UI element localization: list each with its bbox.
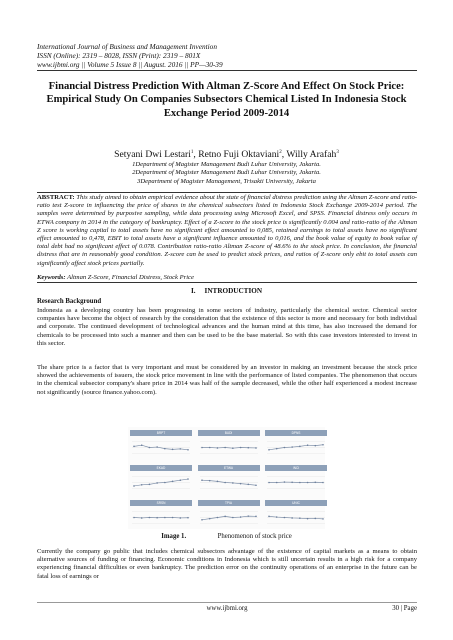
header-divider <box>37 70 417 71</box>
price-point <box>232 517 234 519</box>
price-point <box>314 445 316 447</box>
price-point <box>201 447 203 449</box>
caption-label: Image 1. <box>161 533 187 540</box>
price-point <box>247 484 249 486</box>
price-point <box>164 448 166 450</box>
stock-panel-srsn <box>130 500 192 529</box>
price-point <box>187 517 189 519</box>
abstract-label: ABSTRACT: <box>37 194 75 201</box>
price-point <box>224 516 226 518</box>
price-point <box>156 446 158 448</box>
panel-title: DPNS <box>291 431 301 435</box>
stock-panel-budi <box>198 430 260 459</box>
price-point <box>149 517 151 519</box>
price-point <box>179 479 181 481</box>
price-point <box>133 446 135 448</box>
keywords-text: Altman Z-Score, Financial Distress, Stock Price <box>67 274 194 281</box>
price-point <box>232 447 234 449</box>
price-point <box>216 447 218 449</box>
price-point <box>314 481 316 483</box>
panel-title: ETWA <box>223 466 234 470</box>
price-point <box>201 479 203 481</box>
stock-price-figure <box>128 427 325 529</box>
abstract-top-rule <box>37 192 417 193</box>
price-point <box>268 449 270 451</box>
price-point <box>133 517 135 519</box>
price-point <box>224 482 226 484</box>
price-point <box>156 517 158 519</box>
price-point <box>307 444 309 446</box>
author-1: Setyani Dwi Lestari$^1$ <box>114 149 194 160</box>
panel-title: UNIC <box>292 501 300 505</box>
price-point <box>299 517 301 519</box>
stock-panel-dpns <box>265 430 327 459</box>
price-point <box>156 482 158 484</box>
panel-line-chart <box>198 506 260 529</box>
price-point <box>133 485 135 487</box>
panel-title: BUDI <box>224 431 233 435</box>
caption-text: Phenomenon of stock price <box>217 533 292 540</box>
price-point <box>149 447 151 449</box>
price-point <box>208 518 210 520</box>
footer-url: www.ijbmi.org <box>206 605 248 612</box>
panel-line-chart <box>130 436 192 459</box>
figure-caption <box>40 533 413 540</box>
paragraph-3: Currently the company go public that includes chemical subsectors advantage of the existence of capital markets as a means to obtain alternative sources of funding or financing. Economic conditions in Indonesia which is still uncertain results in a high risk for a company experiencing financial difficulties or even bankruptcy. The prediction error on the continuity operations of an enterprise in the future can be fatal loss of earnings or <box>37 548 417 580</box>
price-point <box>141 444 143 446</box>
abstract-bottom-rule <box>37 282 417 283</box>
paragraph-2: The share price is a factor that is very important and must be considered by an investor in making an investment because the stock price showed the achievements of issuers, the stock price movement in line with the performance of listed companies. The phenomenon that occurs in the chemical subsector company's share price in 2014 was half of the sample decreased, while the other half experienced a modest increase not significantly (source finance.yahoo.com). <box>37 364 417 396</box>
price-point <box>201 519 203 521</box>
stock-panel-tpia <box>198 500 260 529</box>
stock-panel-unic <box>265 500 327 529</box>
price-point <box>247 515 249 517</box>
panel-title: BRPT <box>156 431 166 435</box>
price-point <box>291 481 293 483</box>
price-point <box>179 517 181 519</box>
footer-divider <box>37 602 417 603</box>
price-point <box>239 516 241 518</box>
page-number: 30 | Page <box>392 605 417 612</box>
price-point <box>284 447 286 449</box>
price-point <box>216 517 218 519</box>
price-point <box>314 518 316 520</box>
price-point <box>299 482 301 484</box>
price-point <box>276 516 278 518</box>
author-list: Setyani Dwi Lestari$^1$, Retno Fuji Oktaviani$^2$, Willy Arafah$^3$ <box>114 149 339 160</box>
keywords-label: Keywords: <box>37 274 66 281</box>
price-point <box>299 446 301 448</box>
price-point <box>164 482 166 484</box>
panel-line-chart <box>130 471 192 494</box>
stock-panel-etwa <box>198 465 260 494</box>
journal-name: International Journal of Business and Management Invention <box>37 42 217 51</box>
price-point <box>291 446 293 448</box>
author-2: Retno Fuji Oktaviani$^2$ <box>198 149 282 160</box>
price-point <box>172 481 174 483</box>
affiliation-1: 1Department of Magister Management Budi Luhur University, Jakarta. <box>132 161 321 168</box>
paragraph-1: Indonesia as a developing country has been progressing in some sectors of industry, particularly the chemical sector. Chemical sector companies have become the object of research by the consideration that the existence of this sector is more and necessary for both individual and corporate. The continued development of technological advances and the human mind at this time, has also increased the demand for chemicals to be processed into such a manner and then can be used to be the base material. So with this case investors interested to invest in this sector. <box>37 307 417 347</box>
paper-title: Financial Distress Prediction With Altman Z-Score And Effect On Stock Price: Empirical Study On Companies Subsectors Chemical Listed In Indonesia Stock Exchange Period 2009-2014 <box>46 81 407 119</box>
price-point <box>232 482 234 484</box>
affiliation-3: 3Department of Magister Management, Trisakti University, Jakarta <box>137 177 316 185</box>
affiliations <box>40 161 413 186</box>
price-point <box>172 517 174 519</box>
stock-panel-inci <box>265 465 327 494</box>
price-point <box>164 517 166 519</box>
abstract <box>37 194 417 268</box>
panel-line-chart <box>265 506 327 529</box>
panel-title: EKAD <box>156 466 166 470</box>
price-point <box>284 481 286 483</box>
price-point <box>268 482 270 484</box>
price-point <box>187 449 189 451</box>
price-point <box>179 448 181 450</box>
journal-issn: ISSN (Online): 2319 – 8028, ISSN (Print): 2319 – 801X <box>37 51 201 61</box>
price-point <box>322 482 324 484</box>
price-point <box>322 518 324 520</box>
price-point <box>307 482 309 484</box>
price-point <box>307 518 309 520</box>
affiliation-2: 2Department of Magister Management Budi Luhur University, Jakarta. <box>132 169 321 177</box>
journal-header <box>37 42 223 70</box>
price-point <box>224 447 226 449</box>
price-point <box>149 484 151 486</box>
price-point <box>247 447 249 449</box>
price-point <box>276 482 278 484</box>
price-point <box>141 517 143 519</box>
price-point <box>187 478 189 480</box>
subsection-heading: Research Background <box>37 298 102 305</box>
price-point <box>208 480 210 482</box>
price-point <box>239 447 241 449</box>
panel-line-chart <box>265 471 327 494</box>
author-3: Willy Arafah$^3$ <box>286 149 339 160</box>
price-point <box>216 481 218 483</box>
price-point <box>141 484 143 486</box>
panel-line-chart <box>198 471 260 494</box>
price-point <box>172 449 174 451</box>
stock-panel-ekad <box>130 465 192 494</box>
price-point <box>208 447 210 449</box>
panel-title: SRSN <box>156 501 166 505</box>
price-point <box>291 517 293 519</box>
keywords <box>37 274 194 281</box>
price-point <box>276 448 278 450</box>
panel-title: INCI <box>292 466 300 470</box>
price-point <box>255 484 257 486</box>
abstract-text: This study aimed to obtain empirical evidence about the state of financial distress prediction using the Altman Z-score and ratio-ratio test Z-score in influencing the price of shares in the chemical subsectors listed in Indonesia Stock Exchange 2009-2014 period. The samples were determined by purposive sampling, while data processing using Microsoft Excel, and SPSS. Financial distress only occurs in ETWA company in 2014 in the category of bankruptcy. Effect of a Z-score to the stock price is significantly 0.004 and ratio-ratio of the Altman Z score is working capital to total assets have no significant effect amounted to 0,085, retained earnings to total assets have no significant effect amounted to 0,478, EBIT to total assets have a significant influence amounted to 0,016, and the book value of equity to book value of total debt had no significant effect of 0.078. Contribution ratio-ratio Altman Z-score of 48.6% to the stock price. In conclusion, the financial distress that are in reasonably good condition. Z-score can be used to predict stock prices, and ratios of Z-score only ebit to total assets can significantly affect stock prices partially. <box>37 194 417 267</box>
price-point <box>239 483 241 485</box>
price-point <box>284 517 286 519</box>
panel-line-chart <box>130 506 192 529</box>
section-heading: I. INTRODUCTION <box>190 287 263 295</box>
price-point <box>322 444 324 446</box>
panel-line-chart <box>265 436 327 459</box>
journal-issue: www.ijbmi.org || Volume 5 Issue 8 || August. 2016 || PP—30-39 <box>37 60 223 70</box>
price-point <box>255 516 257 518</box>
price-point <box>255 447 257 449</box>
panel-title: TPIA <box>224 501 233 505</box>
price-point <box>268 516 270 518</box>
stock-panel-brpt <box>130 430 192 459</box>
panel-line-chart <box>198 436 260 459</box>
